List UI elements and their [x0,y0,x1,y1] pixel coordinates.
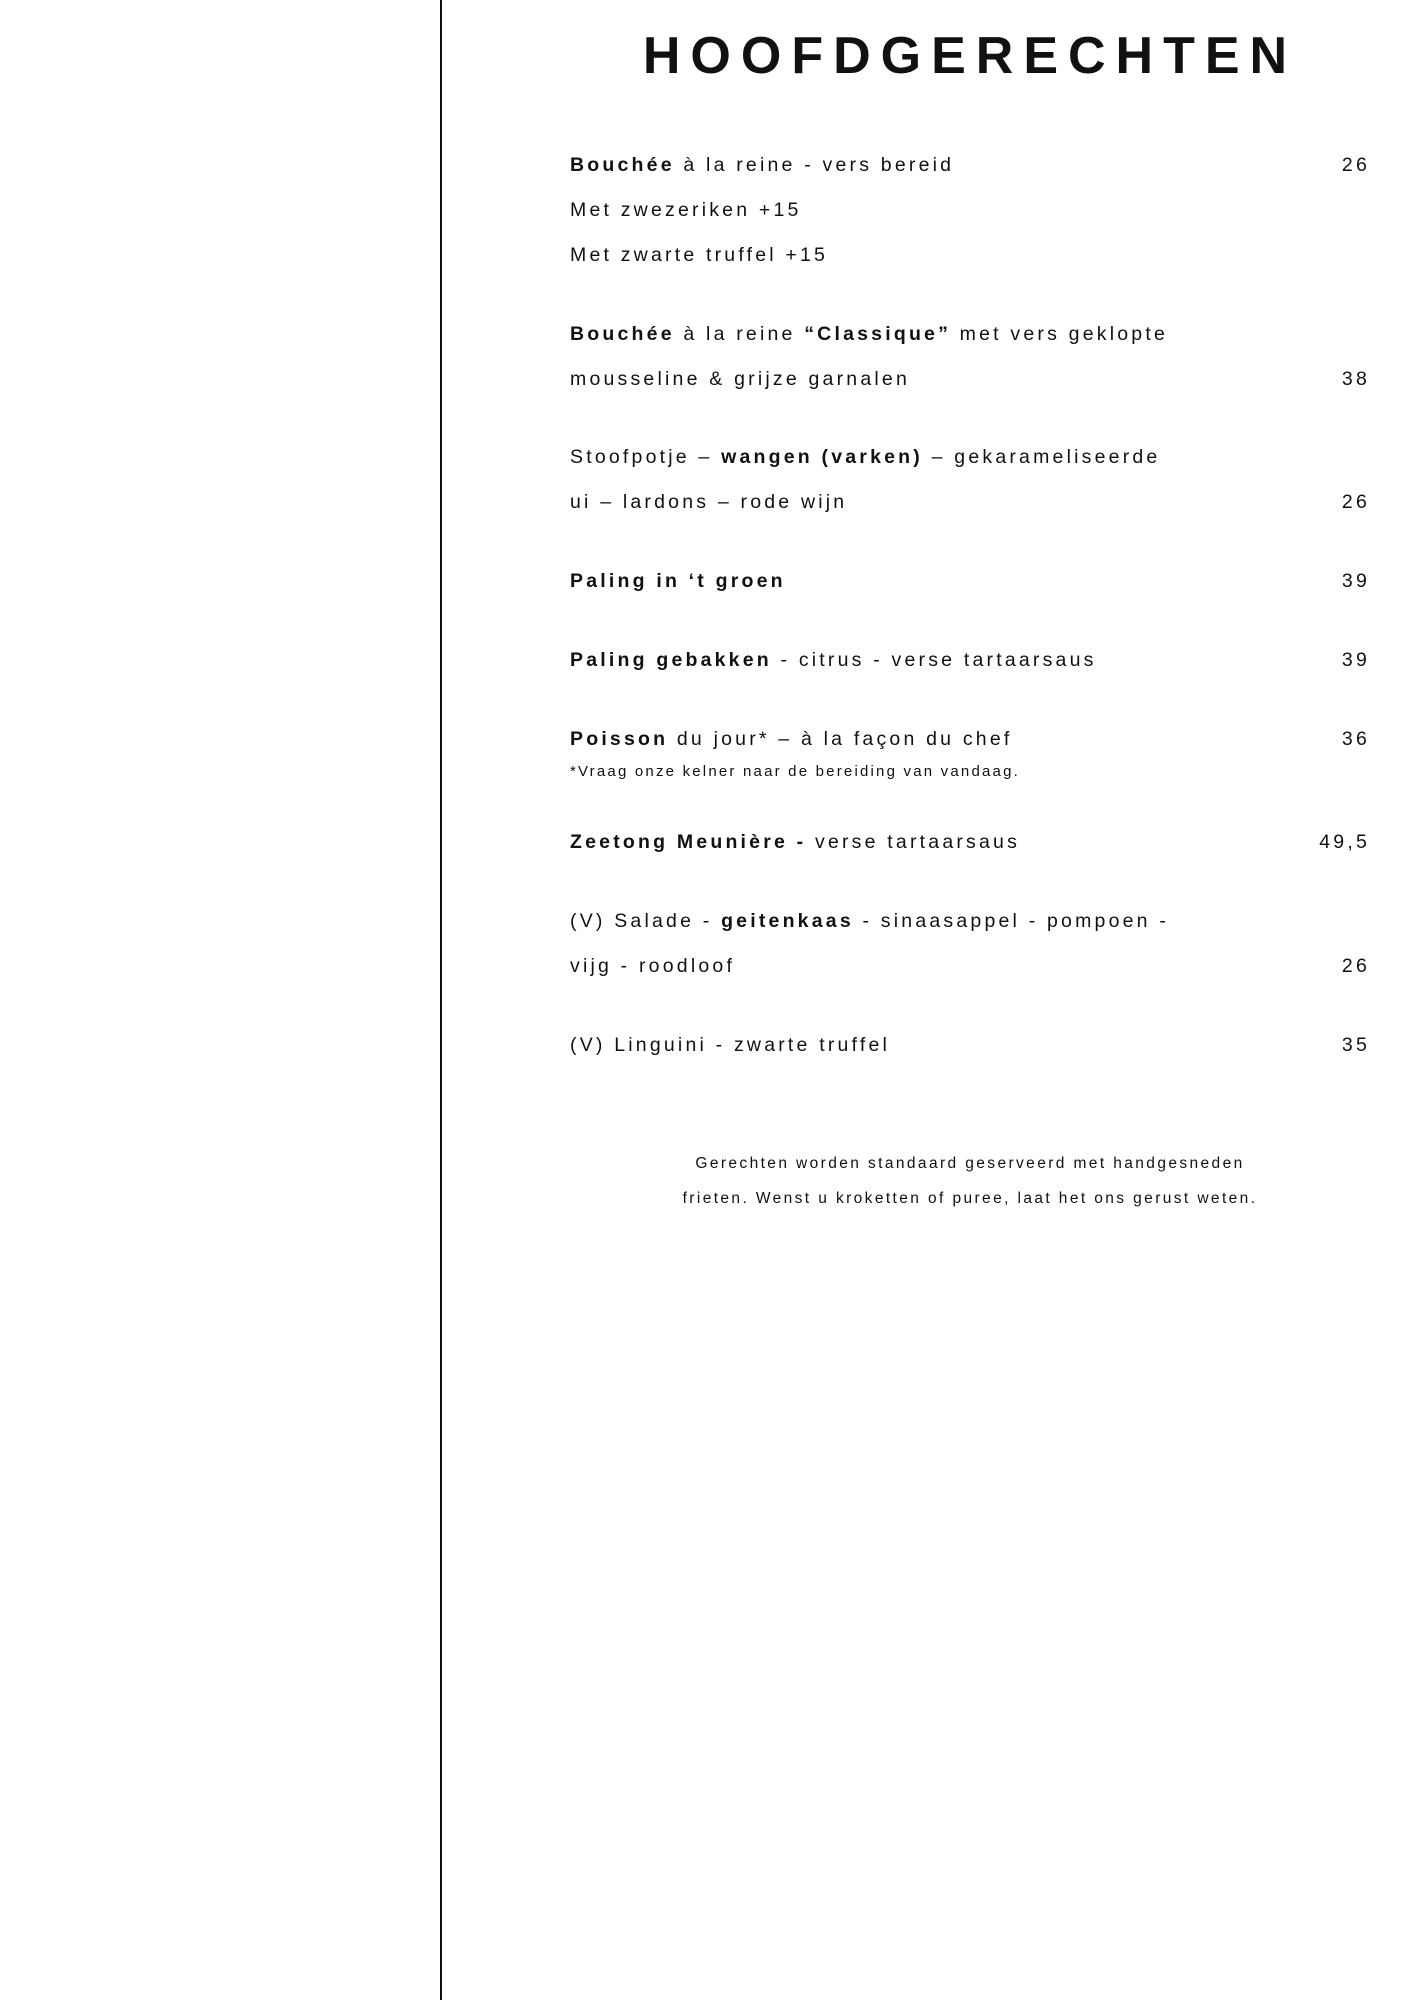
menu-item-line [570,944,1370,989]
footer-note [570,1146,1370,1217]
menu-item-description: à la reine - vers bereid [674,154,955,177]
menu-item-description: Met zwarte truffel +15 [570,243,829,266]
menu-item-line [570,638,1370,683]
menu-item-text [570,188,1352,233]
item-paling-in-t-groen [570,559,1370,604]
menu-item-name: Bouchée [570,322,675,345]
menu-item-description: Met zwezeriken +15 [570,199,802,222]
menu-item-price: 26 [1341,491,1370,514]
menu-item-name: Zeetong Meunière - [570,831,807,854]
menu-item-text [570,233,1352,278]
item-bouchee-vers-bereid [570,143,1370,278]
menu-item-line [570,357,1370,402]
page-title: HOOFDGERECHTEN [642,27,1298,85]
menu-item-line [570,1023,1370,1068]
menu-item-text [570,480,1324,525]
menu-item-line [570,233,1370,278]
menu-item-line [570,312,1370,357]
menu-item-price: 39 [1341,570,1370,593]
menu-item-description: à la reine [674,322,805,345]
menu-item-description-2: met vers geklopte [951,322,1168,345]
menu-item-description-2: – gekarameliseerde [923,446,1161,469]
menu-item-price: 35 [1341,1033,1370,1056]
menu-item-text [570,717,1324,762]
menu-item-line [570,480,1370,525]
menu-item-line [570,717,1370,762]
menu-item-note: *Vraag onze kelner naar de bereiding van vandaag. [570,762,1020,780]
item-paling-gebakken [570,638,1370,683]
menu-item-description: ui – lardons – rode wijn [570,491,848,514]
menu-item-description: mousseline & grijze garnalen [570,367,910,390]
menu-item-description: (V) Linguini - zwarte truffel [570,1033,891,1056]
menu-item-line [570,559,1370,604]
menu-item-price: 26 [1341,154,1370,177]
menu-item-description: verse tartaarsaus [806,831,1021,854]
menu-item-text [570,899,1352,944]
menu-item-name: Poisson [570,727,669,750]
menu-item-description: - citrus - verse tartaarsaus [771,648,1097,671]
menu-content [570,0,1370,1217]
menu-item-line [570,143,1370,188]
menu-item-price: 38 [1341,367,1370,390]
menu-item-highlight: “Classique” [804,322,952,345]
menu-item-text [570,944,1324,989]
menu-item-name: Paling in ‘t groen [570,570,786,593]
menu-item-text [570,559,1324,604]
menu-item-text [570,638,1324,683]
menu-item-line [570,435,1370,480]
menu-item-text [570,820,1301,865]
menu-item-description: Stoofpotje – [570,446,722,469]
menu-item-name: Paling gebakken [570,648,772,671]
menu-item-description: vijg - roodloof [570,954,736,977]
item-linguini-zwarte-truffel [570,1023,1370,1068]
menu-item-line [570,820,1370,865]
menu-items-list [570,143,1370,1067]
item-poisson-du-jour [570,717,1370,786]
menu-item-text [570,435,1352,480]
footer-line-1: Gerechten worden standaard geserveerd met handgesneden [695,1154,1245,1172]
item-zeetong-meuniere [570,820,1370,865]
footer-line-2: frieten. Wenst u kroketten of puree, laat het ons gerust weten. [682,1190,1258,1208]
menu-item-name: Bouchée [570,154,675,177]
item-stoofpotje-wangen [570,435,1370,525]
menu-item-line [570,188,1370,233]
menu-item-description: (V) Salade - [570,909,722,932]
menu-item-description-2: - sinaasappel - pompoen - [853,909,1170,932]
menu-item-description: du jour* – à la façon du chef [668,727,1013,750]
menu-item-highlight: wangen (varken) [721,446,923,469]
menu-item-price: 36 [1341,727,1370,750]
menu-item-text [570,312,1352,357]
item-bouchee-classique [570,312,1370,402]
menu-item-text [570,143,1324,188]
menu-item-text [570,1023,1324,1068]
menu-item-price: 49,5 [1319,831,1370,854]
item-salade-geitenkaas [570,899,1370,989]
menu-item-price: 26 [1341,954,1370,977]
menu-item-line [570,899,1370,944]
vertical-divider [440,0,442,2000]
menu-item-highlight: geitenkaas [721,909,854,932]
menu-item-text [570,357,1324,402]
menu-item-price: 39 [1341,648,1370,671]
